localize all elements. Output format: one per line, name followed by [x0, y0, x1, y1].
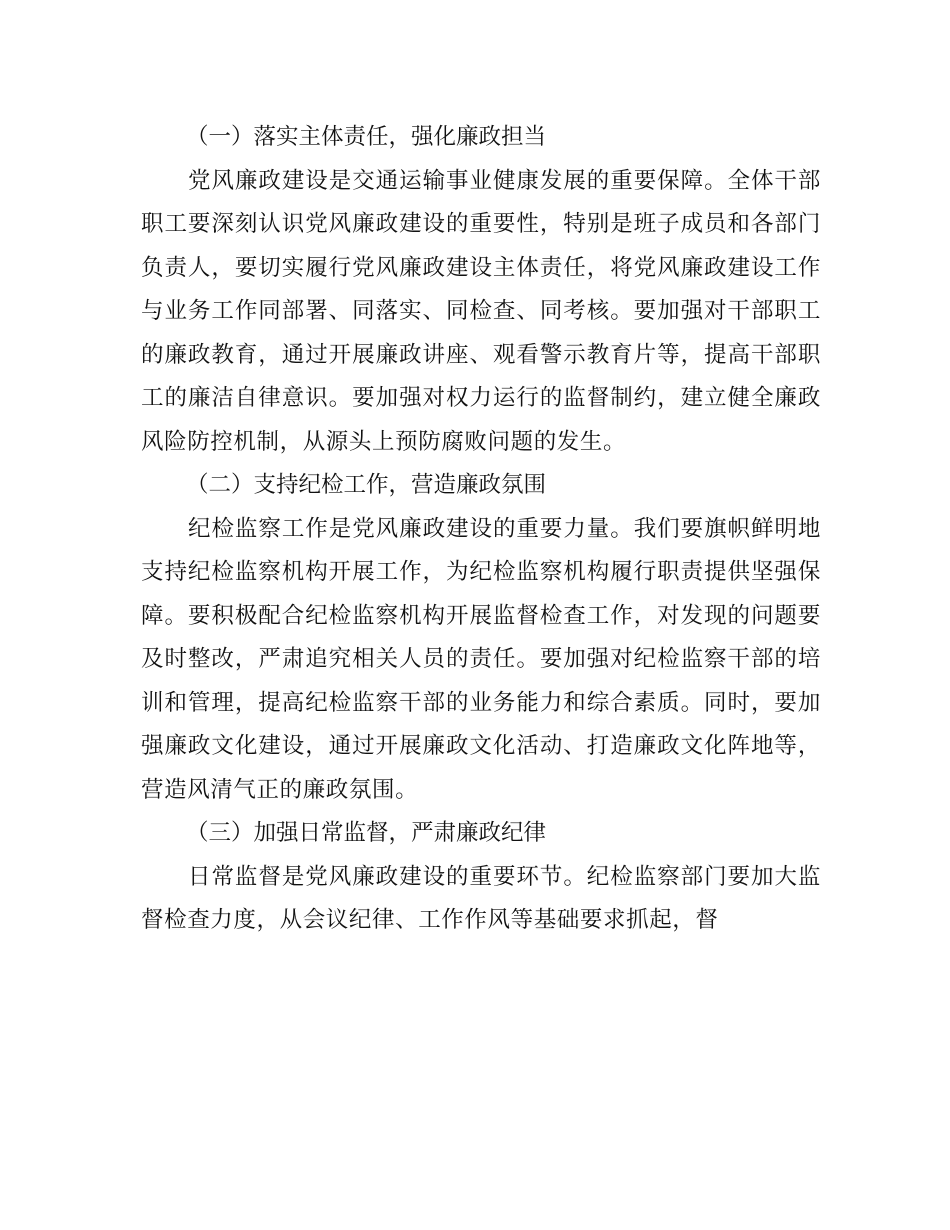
section-3-heading: （三）加强日常监督，严肃廉政纪律: [186, 820, 547, 846]
section-2-heading: （二）支持纪检工作，营造廉政氛围: [186, 472, 547, 498]
section-3-paragraph: 日常监督是党风廉政建设的重要环节。纪检监察部门要加大监督检查力度，从会议纪律、工作作风等基础要求抓起，督: [141, 863, 821, 933]
section-1-heading: （一）落实主体责任，强化廉政担当: [186, 124, 547, 150]
section-1-paragraph: 党风廉政建设是交通运输事业健康发展的重要保障。全体干部职工要深刻认识党风廉政建设的重要性，特别是班子成员和各部门负责人，要切实履行党风廉政建设主体责任，将党风廉政建设工作与业务工作同部署、同落实、同检查、同考核。要加强对干部职工的廉政教育，通过开展廉政讲座、观看警示教育片等，提高干部职工的廉洁自律意识。要加强对权力运行的监督制约，建立健全廉政风险防控机制，从源头上预防腐败问题的发生。: [141, 167, 821, 455]
document-body: [141, 116, 821, 943]
section-2-paragraph: 纪检监察工作是党风廉政建设的重要力量。我们要旗帜鲜明地支持纪检监察机构开展工作，为纪检监察机构履行职责提供坚强保障。要积极配合纪检监察机构开展监督检查工作，对发现的问题要及时整改，严肃追究相关人员的责任。要加强对纪检监察干部的培训和管理，提高纪检监察干部的业务能力和综合素质。同时，要加强廉政文化建设，通过开展廉政文化活动、打造廉政文化阵地等，营造风清气正的廉政氛围。: [141, 515, 821, 803]
